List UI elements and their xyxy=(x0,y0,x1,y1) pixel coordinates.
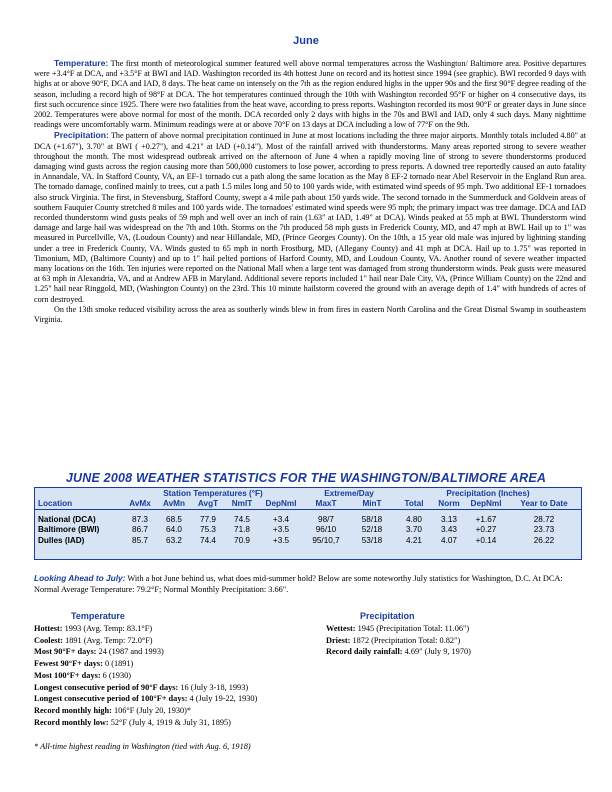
table-row xyxy=(35,535,581,546)
table-cell: National (DCA) xyxy=(38,514,96,524)
record-value: 6 (1930) xyxy=(100,670,132,680)
table-cell: 63.2 xyxy=(166,535,182,545)
narrative xyxy=(34,58,586,325)
column-header: AvMx xyxy=(123,499,157,510)
list-item xyxy=(34,670,257,682)
table-cell: 98/7 xyxy=(318,514,334,524)
table-cell: 4.21 xyxy=(406,535,422,545)
column-header: DepNml xyxy=(465,499,507,510)
looking-ahead-label: Looking Ahead to July: xyxy=(34,573,126,583)
table-cell: 95/10,7 xyxy=(312,535,340,545)
stats-group-row xyxy=(35,488,581,499)
record-value: 1872 (Precipitation Total: 0.82") xyxy=(350,635,461,645)
table-cell: 74.5 xyxy=(234,514,250,524)
record-key: Record daily rainfall: xyxy=(326,647,403,657)
temperature-lead: Temperature: xyxy=(54,58,109,68)
list-item xyxy=(34,682,257,694)
list-item xyxy=(34,705,257,717)
table-cell: 85.7 xyxy=(132,535,148,545)
table-cell: 75.3 xyxy=(200,525,216,535)
list-item xyxy=(34,623,257,635)
record-value: 0 (1891) xyxy=(102,659,134,669)
record-key: Hottest: xyxy=(34,624,63,633)
smoke-text: On the 13th smoke reduced visibility across the area as southerly winds blew in from fires in eastern North Carolina and the Great Dismal Swamp in southeastern Virginia. xyxy=(34,304,586,325)
table-cell: 96/10 xyxy=(315,525,337,535)
record-value: 106°F (July 20, 1930)* xyxy=(111,705,192,715)
list-item xyxy=(326,646,471,658)
record-value: 16 (July 3-18, 1993) xyxy=(178,682,249,692)
table-cell: +0.14 xyxy=(475,535,497,545)
table-cell: 74.4 xyxy=(200,535,216,545)
table-cell: 28.72 xyxy=(533,514,555,524)
table-cell: 86.7 xyxy=(132,525,148,535)
temperature-text: The first month of meteorological summer featured well above normal temperatures across the Washington/ Baltimore area. Positive departures were +3.4°F at DCA, and +3.5°F at BWI and IAD. Washington recorded its 4th hottest June on record and its hottest since 1994 (see graphic). BWI recorded 9 days with highs at or above 90°F, DCA and IAD, 8 days. The heat came on intensely on the 7th as the region endured highs in the upper 90s and the first 90°F degree reading of the season, including a record high of 98°F at DCA. The hot temperatures continued through the 10th with Washington recorded 95°F or higher on 4 consecutive days, its first such occurence since 1925. There were two fatalities from the heat wave, according to press reports. Washington recorded its most 90°F or greater days in June since 2002. Temperatures were above normal for most of the month. DCA recorded only 2 days with highs in the 70s and BWI and IAD, only 4 such days. Many nighttime readings were uncomfortably warm. Minimum readings were at or above 70°F on 13 days at DCA including a low of 77°F on the 9th. xyxy=(34,59,586,130)
column-header: MinT xyxy=(349,499,395,510)
record-value: 4 (July 19-22, 1930) xyxy=(187,694,258,704)
column-header: MaxT xyxy=(303,499,349,510)
footnote: * All-time highest reading in Washington (tied with Aug. 6, 1918) xyxy=(34,742,251,751)
record-value: 52°F (July 4, 1919 & July 31, 1895) xyxy=(108,717,231,727)
record-key: Longest consecutive period of 100°F+ days: xyxy=(34,694,188,704)
record-key: Record monthly high: xyxy=(34,705,112,715)
stats-title: JUNE 2008 WEATHER STATISTICS FOR THE WASHINGTON/BALTIMORE AREA xyxy=(65,471,547,485)
list-item xyxy=(34,635,257,647)
record-key: Coolest: xyxy=(34,635,64,645)
precipitation-lead: Precipitation: xyxy=(54,130,109,141)
table-cell: 52/18 xyxy=(361,525,383,535)
column-header: AvgT xyxy=(191,499,225,510)
column-header: Year to Date xyxy=(507,499,581,510)
list-item xyxy=(34,658,257,670)
precipitation-paragraph xyxy=(34,130,586,304)
record-key: Wettest: xyxy=(326,624,356,633)
list-item xyxy=(34,693,257,705)
precip-group-label: Precipitation (Inches) xyxy=(446,488,530,498)
extreme-group-label: Extreme/Day xyxy=(324,488,374,498)
table-cell: 3.13 xyxy=(441,514,457,524)
record-key: Longest consecutive period of 90°F days: xyxy=(34,682,179,692)
record-value: 4.69" (July 9, 1970) xyxy=(402,647,471,657)
record-key: Most 90°F+ days: xyxy=(34,647,97,657)
column-header: Total xyxy=(395,499,433,510)
column-header: DepNml xyxy=(259,499,303,510)
smoke-paragraph xyxy=(34,305,586,325)
table-cell: 58/18 xyxy=(361,514,383,524)
column-header: NmlT xyxy=(225,499,259,510)
precipitation-records-heading: Precipitation xyxy=(360,611,415,621)
table-cell: 3.43 xyxy=(441,525,457,535)
table-cell: +3.5 xyxy=(272,525,290,535)
temperature-records-list xyxy=(34,623,257,728)
table-cell: +0.27 xyxy=(475,525,497,535)
column-header: Norm xyxy=(433,499,465,510)
stats-table xyxy=(35,488,581,546)
record-key: Driest: xyxy=(326,635,351,645)
stats-table-box xyxy=(34,487,582,560)
table-cell: 26.22 xyxy=(533,535,555,545)
table-cell: 71.8 xyxy=(234,525,250,535)
table-cell: 53/18 xyxy=(361,535,383,545)
table-cell: +1.67 xyxy=(475,514,497,524)
precipitation-records-list xyxy=(326,623,471,658)
precipitation-text: The pattern of above normal precipitation continued in June at most locations including the three major airports. Monthly totals included 4.80" at DCA (+1.67"), 3.70" at BWI ( +0.27"), and 4.21" at IAD (+0.14"). Most of the rainfall arrived with thunderstorms. Many areas reported strong to severe weather throughout the month. The most widespread outbreak arrived on the afternoon of June 4 when a rapidly moving line of strong to severe thunderstorms produced damaging wind gusts across the region causing more than 500,000 customers to lose power, according to press reports. A downed tree reportedly caused an auto fatality in Annandale, VA. In Stafford County, VA, an EF-1 tornado cut a path along the same location as the May 8 EF-2 tornado near Abel Reservoir in the England Run area. The tornado damage, confined mainly to trees, cut a path 1.5 miles long and 50 to 100 yards wide, with estimated wind speeds of 95 mph. Two additional EF-1 tornadoes also struck Virginia. The first, in Stevensburg, Stafford County, swept a 4 mile path about 150 yards wide. The second tornado in the Summerduck and Goldvein areas of southern Fauquier County stretched 8 miles and 100 yards wide. The tornadoes' estimated wind speeds were 95 mph; the primary impact was tree damage. DCA and IAD recorded thunderstorm wind gusts peaks of 59 mph and well over an inch of rain (1.63" at IAD, 1.49" at DCA). Winds peaked at 55 mph at BWI. Thunderstorm wind damage and large hail was widespread on the 7th and 10th. Storms on the 7th produced 58 mph gusts in Frederick County, MD, and 47 mph at BWI. Hail up to 1" was measured in Purcellville, VA, (Loudoun County) and near Hillandale, MD, (Prince Georges County). On the 10th, a 15 year old male was injured by lightning standing under a tree in Frederick County, VA. Winds gusted to 65 mph in north Frostburg, MD, (Allegany County) and 41 mph at DCA. Hail up to 1.75" was reported in Timonium, MD, (Baltimore County) and up to 1" hail pelted portions of Harford County, MD, and Loudoun County, VA. Another round of severe weather impacted many locations on the 16th. Ten injuries were reported on the National Mall when a large tent was damaged from strong thunderstorm winds. Peak gusts were measured at 63 mph in Alexandria, VA, and at Andrew AFB in Maryland. Additional severe reports included 1" hail near Dale City, VA, (Prince William County) on the 22nd and 1.25" hail near Ringgold, MD, (Washington County) on the 23rd. This 10 minute hailstorm covered the ground with an average depth of 1.4" with hundreds of acres of corn destroyed. xyxy=(34,131,586,304)
table-cell: Baltimore (BWI) xyxy=(38,525,100,535)
table-cell: 68.5 xyxy=(166,514,182,524)
table-row xyxy=(35,525,581,536)
table-cell: +3.4 xyxy=(272,514,290,524)
stats-header-row xyxy=(35,499,581,510)
table-cell: 87.3 xyxy=(132,514,148,524)
column-header: Location xyxy=(35,499,123,510)
record-value: 1945 (Precipitation Total: 11.06") xyxy=(355,624,470,633)
table-cell: Dulles (IAD) xyxy=(38,535,85,545)
record-key: Most 100°F+ days: xyxy=(34,670,101,680)
temperature-records-heading: Temperature xyxy=(71,611,125,621)
temps-group-label: Station Temperatures (°F) xyxy=(163,488,263,498)
record-key: Record monthly low: xyxy=(34,717,109,727)
table-cell: 4.80 xyxy=(406,514,422,524)
record-value: 1993 (Avg. Temp: 83.1°F) xyxy=(62,624,153,633)
table-row xyxy=(35,514,581,525)
temperature-paragraph xyxy=(34,58,586,130)
column-header: AvMn xyxy=(157,499,191,510)
table-cell: 4.07 xyxy=(441,535,457,545)
table-cell: 70.9 xyxy=(234,535,250,545)
table-cell: 3.70 xyxy=(406,525,422,535)
list-item xyxy=(34,717,257,729)
list-item xyxy=(326,635,471,647)
table-cell: 77.9 xyxy=(200,514,216,524)
record-value: 1891 (Avg. Temp: 72.0°F) xyxy=(63,635,153,645)
record-value: 24 (1987 and 1993) xyxy=(96,647,164,657)
table-cell: +3.5 xyxy=(272,535,290,545)
table-cell: 23.73 xyxy=(533,525,555,535)
looking-ahead xyxy=(34,573,584,595)
table-cell: 64.0 xyxy=(166,525,182,535)
page-title: June xyxy=(293,35,319,47)
list-item xyxy=(34,646,257,658)
record-key: Fewest 90°F+ days: xyxy=(34,659,103,669)
list-item xyxy=(326,623,471,635)
looking-ahead-text: With a hot June behind us, what does mid-summer hold? Below are some noteworthy July statistics for Washington, D.C. At DCA: Normal Average Temperature: 79.2°F; Normal Monthly Precipitation: 3.66". xyxy=(34,574,563,594)
